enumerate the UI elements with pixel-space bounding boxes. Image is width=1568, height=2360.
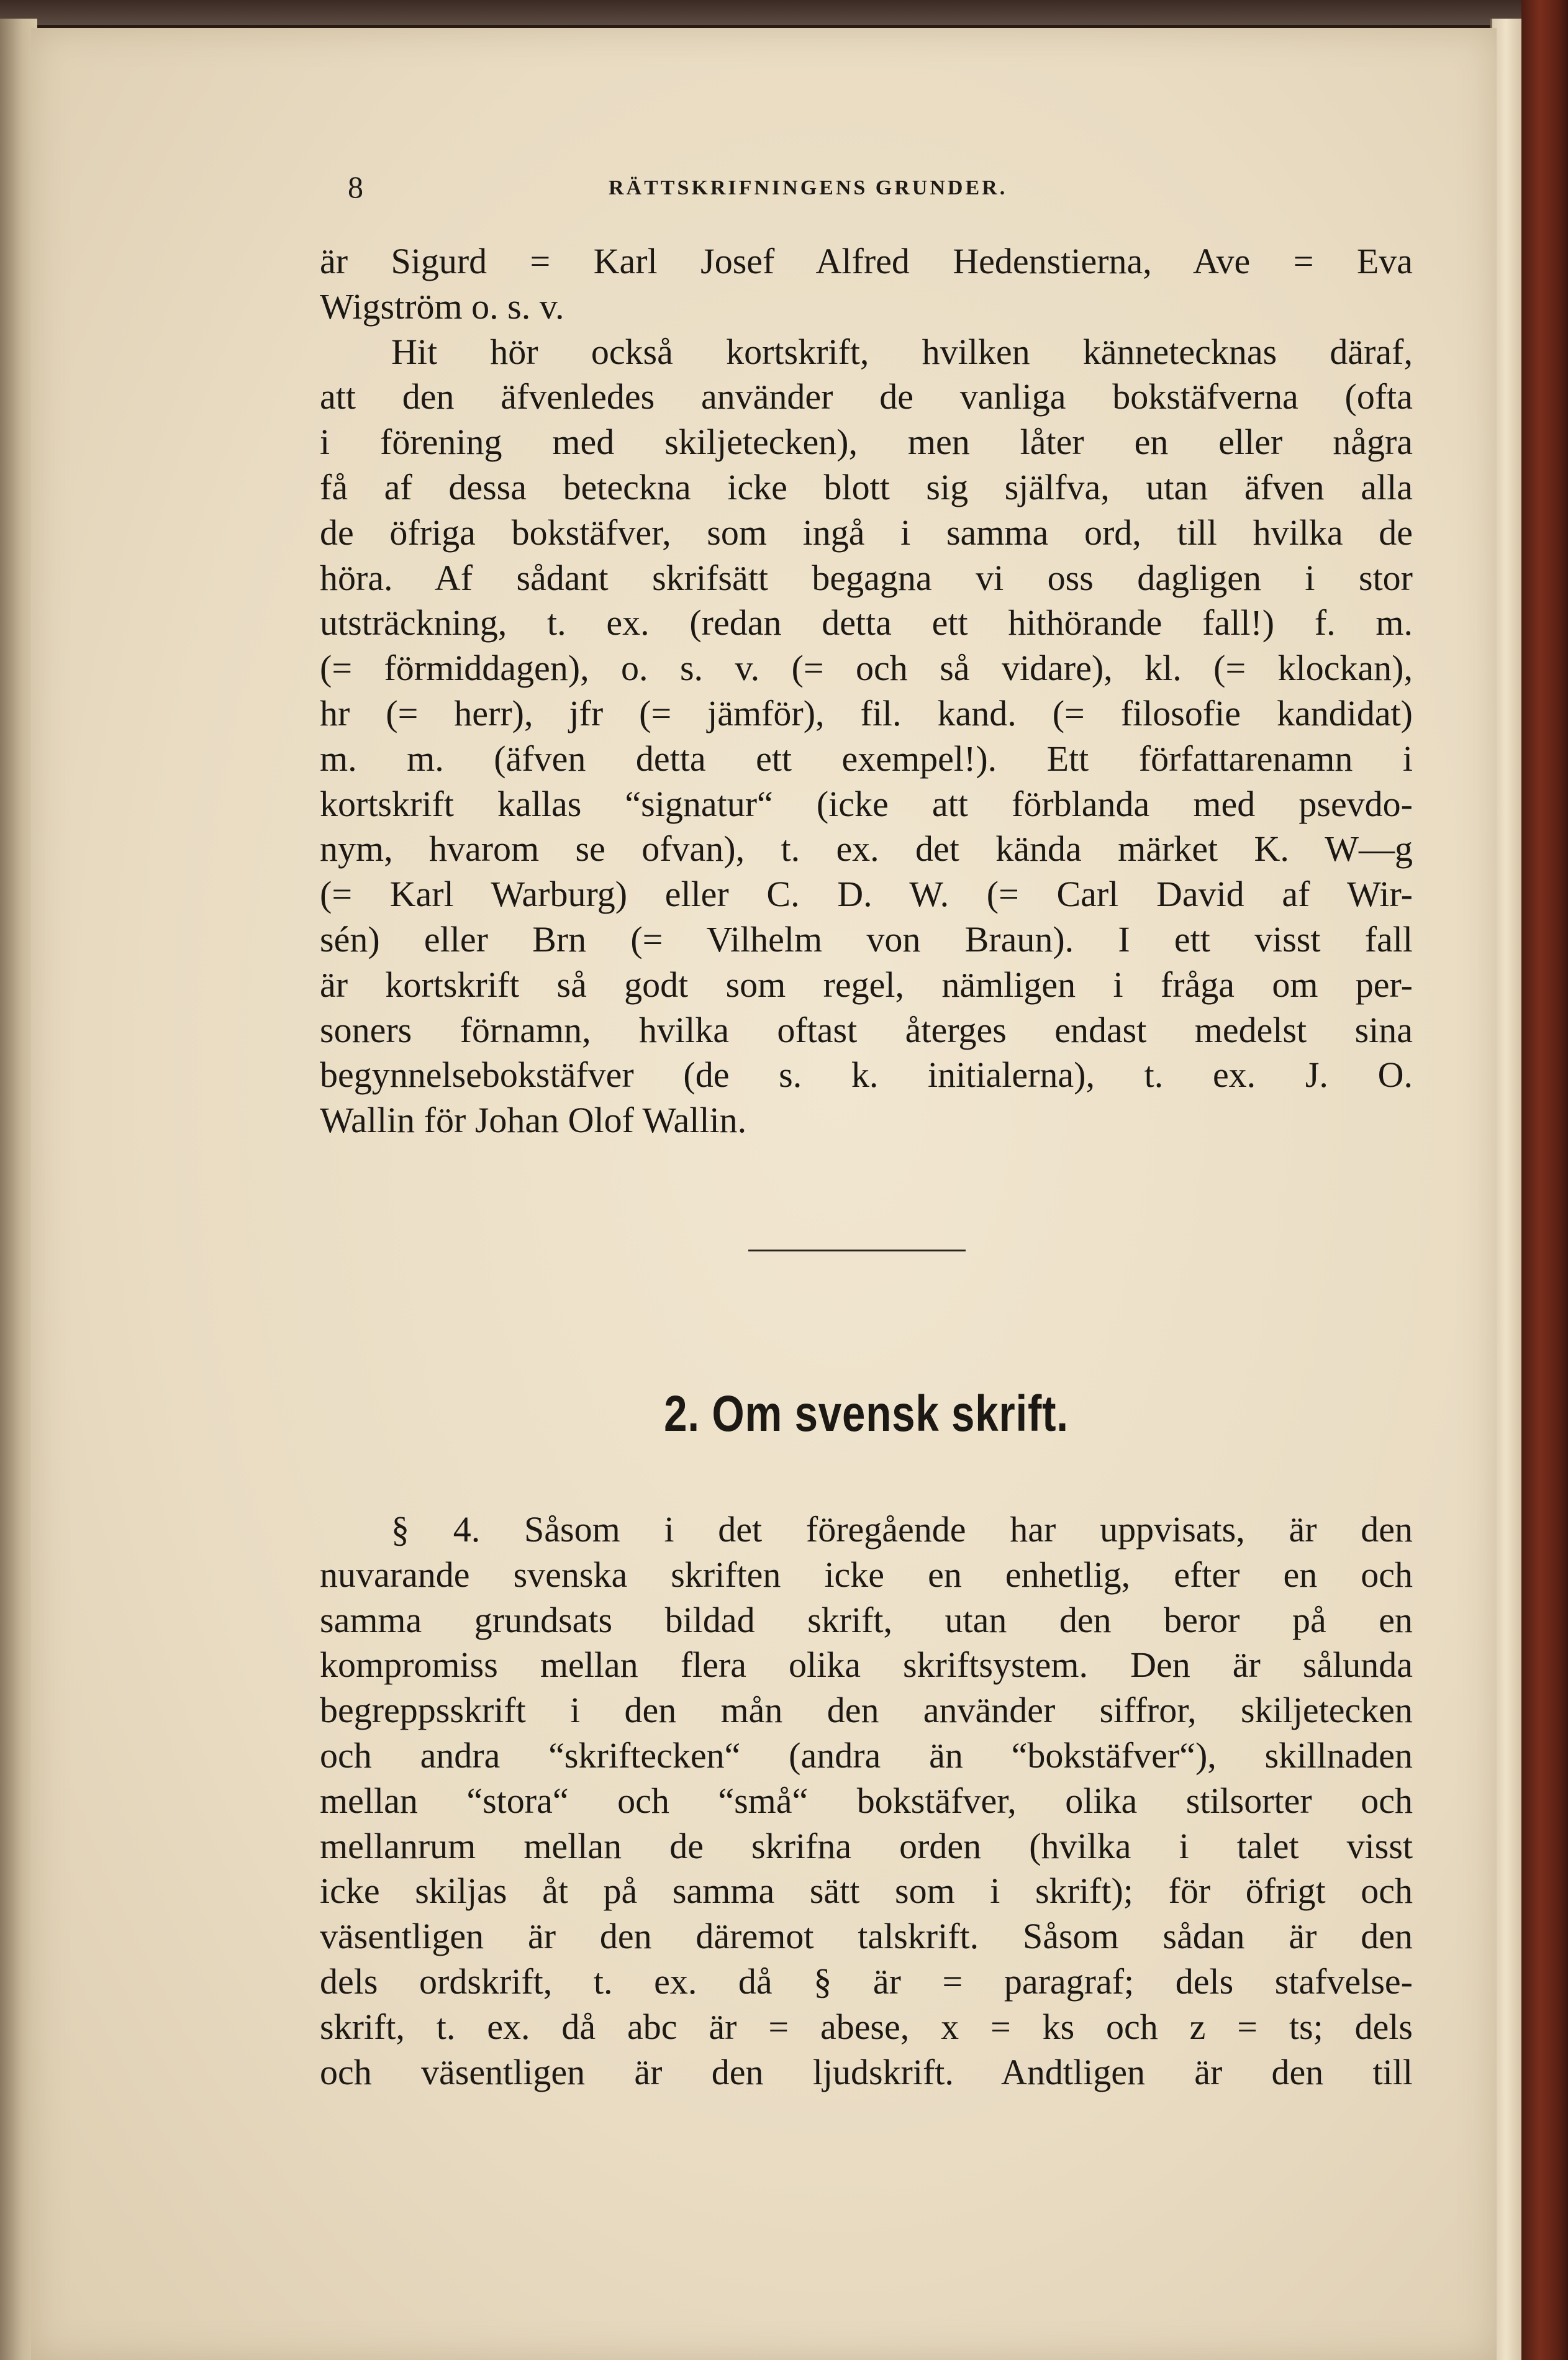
text-line: utsträckning, t. ex. (redan detta ett hithörande fall!) f. m.	[320, 602, 1413, 643]
text-line: m. m. (äfven detta ett exempel!). Ett författarenamn i	[320, 738, 1413, 779]
text-line: att den äfvenledes använder de vanliga bokstäfverna (ofta	[320, 376, 1413, 417]
text-line: hr (= herr), jfr (= jämför), fil. kand. (= filosofie kandidat)	[320, 692, 1413, 733]
page-number: 8	[348, 170, 363, 204]
text-line: begynnelsebokstäfver (de s. k. initialerna), t. ex. J. O.	[320, 1055, 1413, 1096]
text-line: begreppsskrift i den mån den använder siffror, skiljetecken	[320, 1690, 1413, 1731]
text-line: kortskrift kallas “signatur“ (icke att förblanda med psevdo-	[320, 783, 1413, 824]
text-line: kompromiss mellan flera olika skriftsystem. Den är sålunda	[320, 1645, 1413, 1686]
text-line: Hit hör också kortskrift, hvilken kännetecknas däraf,	[391, 331, 1413, 372]
text-line: § 4. Såsom i det föregående har uppvisats, är den	[391, 1509, 1413, 1550]
text-line: icke skiljas åt på samma sätt som i skrift); för öfrigt och	[320, 1871, 1413, 1912]
text-line: väsentligen är den däremot talskrift. Såsom sådan är den	[320, 1916, 1413, 1957]
text-line: soners förnamn, hvilka oftast återges endast medelst sina	[320, 1009, 1413, 1050]
text-line: är Sigurd = Karl Josef Alfred Hedenstierna, Ave = Eva	[320, 241, 1413, 281]
text-line: nym, hvarom se ofvan), t. ex. det kända märket K. W—g	[320, 828, 1413, 869]
book-binding-top	[0, 0, 1568, 25]
text-line: och andra “skriftecken“ (andra än “bokstäfver“), skillnaden	[320, 1735, 1413, 1776]
section-divider	[748, 1250, 966, 1251]
text-line: sén) eller Brn (= Vilhelm von Braun). I ett visst fall	[320, 919, 1413, 960]
text-line: mellanrum mellan de skrifna orden (hvilka i talet visst	[320, 1825, 1413, 1866]
text-line: få af dessa beteckna icke blott sig själfva, utan äfven alla	[320, 466, 1413, 507]
running-head-title: RÄTTSKRIFNINGENS GRUNDER.	[609, 176, 1008, 199]
text-line: mellan “stora“ och “små“ bokstäfver, olika stilsorter och	[320, 1780, 1413, 1821]
text-line: (= förmiddagen), o. s. v. (= och så vidare), kl. (= klockan),	[320, 648, 1413, 689]
book-cover-edge	[1521, 0, 1568, 2360]
running-head	[348, 169, 1416, 206]
text-line: skrift, t. ex. då abc är = abese, x = ks och z = ts; dels	[320, 2006, 1413, 2047]
text-line: höra. Af sådant skrifsätt begagna vi oss dagligen i stor	[320, 557, 1413, 598]
text-line: är kortskrift så godt som regel, nämligen i fråga om per-	[320, 964, 1413, 1005]
text-line: (= Karl Warburg) eller C. D. W. (= Carl David af Wir-	[320, 874, 1413, 915]
paragraph-2	[320, 1507, 1413, 2095]
text-line: dels ordskrift, t. ex. då § är = paragraf; dels stafvelse-	[320, 1961, 1413, 2002]
text-line: och väsentligen är den ljudskrift. Andtligen är den till	[320, 2051, 1413, 2092]
text-line: de öfriga bokstäfver, som ingå i samma ord, till hvilka de	[320, 512, 1413, 553]
text-line: Wigström o. s. v.	[320, 286, 564, 327]
text-line: samma grundsats bildad skrift, utan den beror på en	[320, 1599, 1413, 1640]
text-line: Wallin för Johan Olof Wallin.	[320, 1100, 747, 1141]
paragraph-1	[320, 239, 1413, 1143]
text-line: i förening med skiljetecken), men låter en eller några	[320, 422, 1413, 463]
section-heading: 2. Om svensk skrift.	[664, 1386, 1069, 1442]
text-line: nuvarande svenska skriften icke en enhetlig, efter en och	[320, 1554, 1413, 1595]
